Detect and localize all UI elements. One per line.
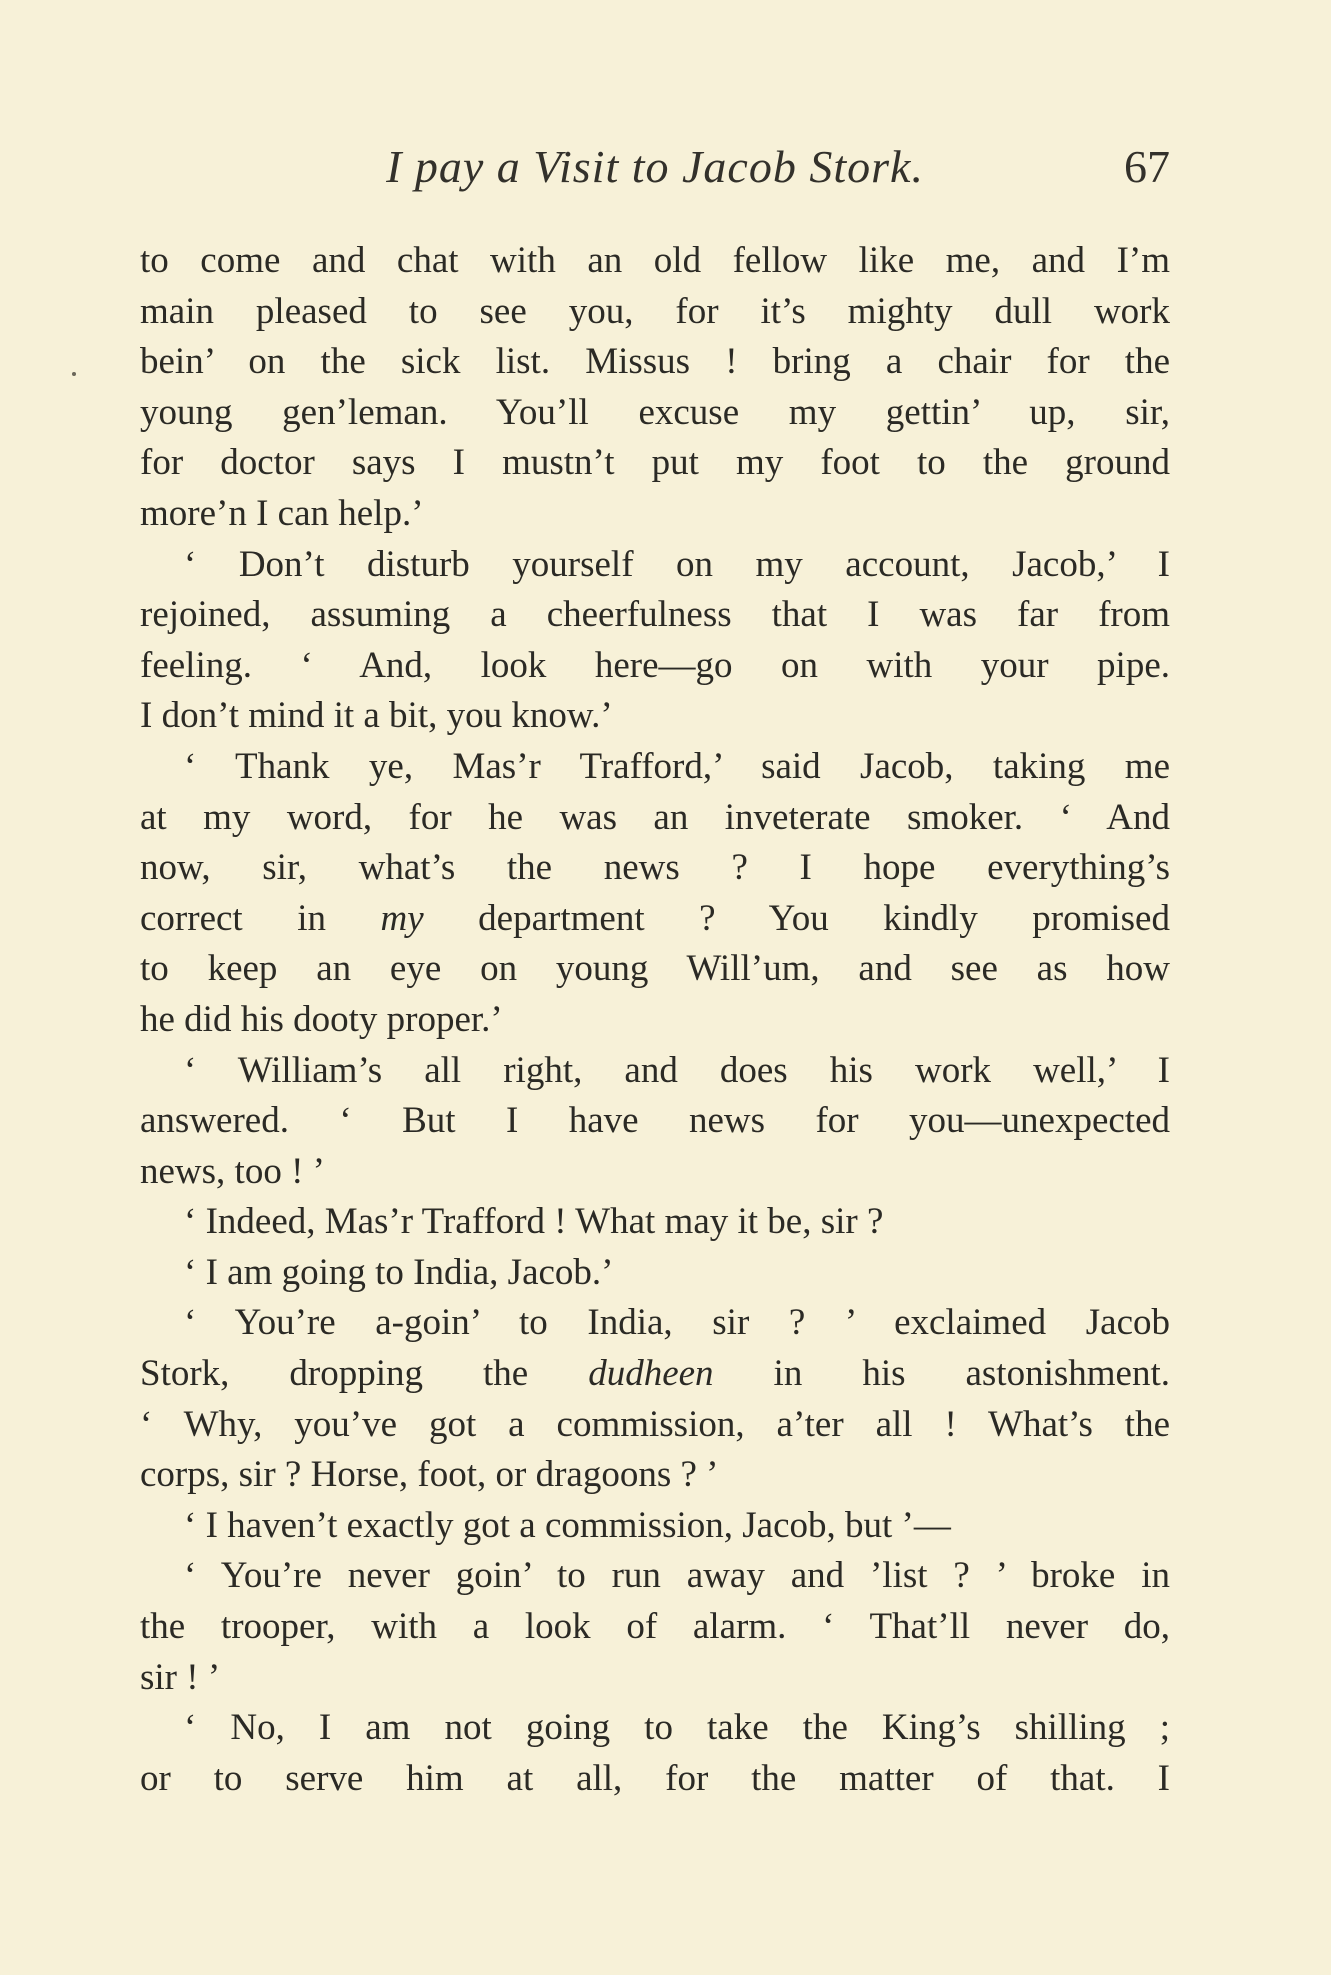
text-line (140, 894, 1170, 945)
italic-word: my (380, 897, 424, 939)
page-number: 67 (1124, 141, 1170, 192)
body-text (140, 236, 1170, 1804)
text-line: ‘ No, I am not going to take the King’s shilling ; (184, 1707, 1170, 1749)
text-line: feeling. ‘ And, look here—go on with your pipe. (140, 644, 1170, 686)
text-segment: correct in (140, 897, 381, 939)
text-line: main pleased to see you, for it’s mighty dull work (140, 290, 1170, 332)
text-line: ‘ Don’t disturb yourself on my account, Jacob,’ I (184, 543, 1170, 585)
text-line: ‘ Why, you’ve got a commission, a’ter all ! What’s the (140, 1403, 1170, 1445)
text-line: answered. ‘ But I have news for you—unexpected (140, 1100, 1170, 1142)
text-line: now, sir, what’s the news ? I hope everything’s (140, 847, 1170, 889)
text-line: ‘ Indeed, Mas’r Trafford ! What may it be, sir ? (184, 1201, 884, 1243)
text-line: for doctor says I mustn’t put my foot to the ground (140, 442, 1170, 484)
text-line: bein’ on the sick list. Missus ! bring a chair for the (140, 341, 1170, 383)
italic-word: dudheen (588, 1353, 714, 1395)
text-line: the trooper, with a look of alarm. ‘ That’ll never do, (140, 1606, 1170, 1648)
text-line (140, 1349, 1170, 1400)
text-line: more’n I can help.’ (140, 492, 424, 534)
text-line: he did his dooty proper.’ (140, 998, 503, 1040)
text-line: ‘ I am going to India, Jacob.’ (184, 1251, 614, 1293)
text-line: ‘ Thank ye, Mas’r Trafford,’ said Jacob, taking me (184, 745, 1170, 787)
page-header (140, 140, 1170, 210)
text-line: ‘ I haven’t exactly got a commission, Jacob, but ’— (184, 1504, 951, 1546)
text-segment: department ? You kindly promised (423, 897, 1170, 939)
text-line: I don’t mind it a bit, you know.’ (140, 695, 613, 737)
text-line: rejoined, assuming a cheerfulness that I was far from (140, 594, 1170, 636)
text-segment: Stork, dropping the (140, 1353, 589, 1395)
running-title: I pay a Visit to Jacob Stork. (386, 141, 924, 192)
print-speck (72, 372, 76, 376)
text-line: news, too ! ’ (140, 1150, 325, 1192)
text-line: young gen’leman. You’ll excuse my gettin’ up, sir, (140, 391, 1170, 433)
text-line: ‘ William’s all right, and does his work well,’ I (184, 1049, 1170, 1091)
text-line: or to serve him at all, for the matter of that. I (140, 1757, 1170, 1799)
text-line: to keep an eye on young Will’um, and see as how (140, 948, 1170, 990)
text-line: ‘ You’re never goin’ to run away and ’list ? ’ broke in (184, 1555, 1170, 1597)
text-line: at my word, for he was an inveterate smoker. ‘ And (140, 796, 1170, 838)
text-line: corps, sir ? Horse, foot, or dragoons ? ’ (140, 1454, 719, 1496)
text-line: ‘ You’re a-goin’ to India, sir ? ’ exclaimed Jacob (184, 1302, 1170, 1344)
text-segment: in his astonishment. (713, 1353, 1170, 1395)
text-line: sir ! ’ (140, 1656, 221, 1698)
text-line: to come and chat with an old fellow like me, and I’m (140, 240, 1170, 281)
